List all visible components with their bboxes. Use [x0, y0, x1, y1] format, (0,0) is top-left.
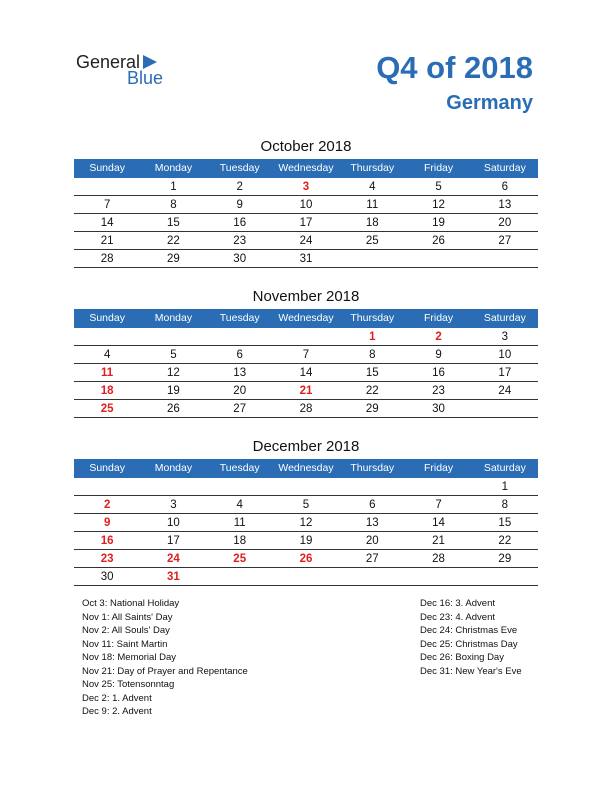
- weekday-header: [74, 159, 538, 178]
- empty-day-cell: [405, 569, 471, 585]
- day-cell: 3: [302, 181, 310, 193]
- empty-day-cell: [273, 569, 339, 585]
- holiday-note: Nov 21: Day of Prayer and Repentance: [82, 665, 248, 677]
- day-cell: 2: [435, 331, 442, 343]
- day-cell: 24: [498, 385, 512, 397]
- week-row: [74, 197, 538, 214]
- holiday-note: Dec 16: 3. Advent: [420, 598, 495, 609]
- day-cell: 19: [299, 535, 313, 547]
- day-cell: 20: [365, 535, 379, 547]
- empty-day-cell: [273, 479, 339, 495]
- weekday-label: Saturday: [483, 162, 526, 174]
- day-cell: 28: [299, 403, 313, 415]
- day-cell: 25: [100, 403, 114, 415]
- day-cell: 14: [299, 367, 313, 379]
- day-cell: 25: [365, 235, 379, 247]
- empty-day-cell: [405, 479, 471, 495]
- day-cell: 20: [498, 217, 512, 229]
- day-cell: 31: [167, 571, 180, 583]
- weekday-label: Friday: [423, 462, 454, 474]
- day-cell: 21: [100, 235, 114, 247]
- week-row: [74, 215, 538, 232]
- day-cell: 13: [498, 199, 512, 211]
- day-cell: 10: [167, 517, 180, 529]
- day-cell: 28: [432, 553, 445, 565]
- holiday-note: Nov 2: All Souls' Day: [82, 625, 170, 636]
- weekday-label: Monday: [154, 162, 193, 174]
- weekday-header: [74, 309, 538, 328]
- week-row: [74, 533, 538, 550]
- logo-flag-icon: [143, 55, 157, 69]
- day-cell: 16: [100, 535, 114, 547]
- day-cell: 12: [167, 367, 180, 379]
- holiday-note: Nov 25: Totensonntag: [82, 679, 175, 690]
- day-cell: 23: [100, 553, 114, 565]
- weekday-label: Tuesday: [219, 312, 260, 324]
- empty-day-cell: [405, 251, 471, 267]
- day-cell: 26: [299, 553, 313, 565]
- day-cell: 1: [501, 481, 509, 493]
- day-cell: 16: [233, 217, 247, 229]
- week-row: [74, 329, 538, 346]
- weekday-label: Sunday: [89, 162, 125, 174]
- day-cell: 17: [299, 217, 313, 229]
- weekday-label: Saturday: [483, 312, 526, 324]
- day-cell: 3: [501, 331, 509, 343]
- day-cell: 27: [233, 403, 247, 415]
- holiday-note: Dec 25: Christmas Day: [420, 638, 518, 650]
- week-row: [74, 251, 538, 268]
- day-cell: 22: [365, 385, 379, 397]
- week-row: [74, 401, 538, 418]
- day-cell: 13: [233, 367, 247, 379]
- weekday-label: Sunday: [89, 462, 125, 474]
- empty-day-cell: [339, 569, 405, 585]
- week-row: [74, 497, 538, 514]
- day-cell: 15: [498, 517, 512, 529]
- day-cell: 7: [435, 499, 442, 511]
- day-cell: 14: [100, 217, 114, 229]
- weekday-header: [74, 459, 538, 478]
- holiday-note: Dec 31: New Year's Eve: [420, 665, 522, 677]
- holiday-note: Dec 23: 4. Advent: [420, 611, 495, 623]
- day-cell: 26: [432, 235, 445, 247]
- day-cell: 30: [432, 403, 445, 415]
- day-cell: 8: [501, 499, 509, 511]
- weekday-label: Friday: [423, 162, 454, 174]
- day-cell: 9: [435, 349, 442, 361]
- empty-day-cell: [74, 179, 140, 195]
- weekday-label: Thursday: [350, 162, 395, 174]
- day-cell: 12: [432, 199, 445, 211]
- empty-day-cell: [207, 329, 273, 345]
- day-cell: 18: [233, 535, 247, 547]
- day-cell: 5: [435, 181, 442, 193]
- weekday-label: Sunday: [89, 312, 125, 324]
- holiday-note: Nov 18: Memorial Day: [82, 652, 176, 663]
- holiday-notes-left: [82, 597, 248, 719]
- day-cell: 10: [498, 349, 512, 361]
- day-cell: 11: [233, 517, 246, 529]
- logo-general-text: General: [76, 52, 141, 72]
- day-cell: 7: [302, 349, 310, 361]
- day-cell: 27: [498, 235, 512, 247]
- holiday-note: Oct 3: National Holiday: [82, 598, 180, 609]
- day-cell: 8: [369, 349, 376, 361]
- day-cell: 18: [100, 385, 114, 397]
- day-cell: 29: [365, 403, 379, 415]
- holiday-note: Dec 9: 2. Advent: [82, 706, 152, 717]
- empty-day-cell: [472, 251, 538, 267]
- day-cell: 3: [170, 499, 177, 511]
- day-cell: 14: [432, 517, 445, 529]
- holiday-note: Dec 26: Boxing Day: [420, 652, 504, 663]
- empty-day-cell: [207, 569, 273, 585]
- day-cell: 1: [369, 331, 376, 343]
- weekday-label: Thursday: [350, 462, 395, 474]
- week-row: [74, 179, 538, 196]
- day-cell: 29: [498, 553, 512, 565]
- empty-day-cell: [74, 479, 140, 495]
- day-cell: 30: [100, 571, 114, 583]
- country-name: Germany: [446, 92, 533, 114]
- week-row: [74, 233, 538, 250]
- day-cell: 7: [103, 199, 111, 211]
- empty-day-cell: [472, 401, 538, 417]
- weekday-label: Thursday: [350, 312, 395, 324]
- page-title: Q4 of 2018: [376, 50, 533, 85]
- day-cell: 2: [103, 499, 111, 511]
- day-cell: 8: [170, 199, 177, 211]
- week-row: [74, 515, 538, 532]
- month-title: December 2018: [252, 438, 360, 455]
- weekday-label: Monday: [154, 312, 193, 324]
- weekday-label: Wednesday: [278, 312, 334, 324]
- day-cell: 24: [167, 553, 180, 565]
- day-cell: 16: [432, 367, 445, 379]
- day-cell: 1: [170, 181, 177, 193]
- month-december: [74, 436, 538, 586]
- day-cell: 21: [299, 385, 313, 397]
- day-cell: 4: [236, 499, 243, 511]
- day-cell: 29: [167, 253, 180, 265]
- day-cell: 21: [432, 535, 445, 547]
- empty-day-cell: [140, 479, 206, 495]
- day-cell: 25: [233, 553, 247, 565]
- month-title: October 2018: [260, 138, 352, 155]
- day-cell: 4: [103, 349, 111, 361]
- day-cell: 22: [498, 535, 512, 547]
- holiday-note: Dec 2: 1. Advent: [82, 692, 152, 704]
- weekday-label: Tuesday: [219, 162, 260, 174]
- holiday-note: Dec 24: Christmas Eve: [420, 625, 518, 636]
- month-title: November 2018: [252, 288, 360, 305]
- day-cell: 31: [299, 253, 313, 265]
- empty-day-cell: [140, 329, 206, 345]
- holiday-note: Nov 11: Saint Martin: [82, 638, 168, 650]
- day-cell: 6: [501, 181, 509, 193]
- month-october: [74, 136, 538, 268]
- day-cell: 9: [236, 199, 243, 211]
- day-cell: 17: [498, 367, 512, 379]
- day-cell: 15: [365, 367, 379, 379]
- day-cell: 5: [302, 499, 310, 511]
- day-cell: 26: [167, 403, 180, 415]
- logo-blue-text: Blue: [127, 68, 164, 88]
- day-cell: 19: [432, 217, 445, 229]
- day-cell: 20: [233, 385, 247, 397]
- day-cell: 5: [170, 349, 177, 361]
- month-november: [74, 286, 538, 418]
- day-cell: 13: [365, 517, 379, 529]
- day-cell: 23: [432, 385, 445, 397]
- holiday-note: Nov 1: All Saints' Day: [82, 611, 173, 623]
- week-row: [74, 569, 538, 586]
- day-cell: 28: [100, 253, 114, 265]
- day-cell: 22: [167, 235, 180, 247]
- weekday-label: Tuesday: [219, 462, 260, 474]
- week-row: [74, 347, 538, 364]
- empty-day-cell: [472, 569, 538, 585]
- weekday-label: Friday: [423, 312, 454, 324]
- weekday-label: Wednesday: [278, 462, 334, 474]
- empty-day-cell: [207, 479, 273, 495]
- day-cell: 27: [365, 553, 379, 565]
- day-cell: 2: [236, 181, 243, 193]
- empty-day-cell: [273, 329, 339, 345]
- week-row: [74, 383, 538, 400]
- day-cell: 18: [365, 217, 379, 229]
- day-cell: 10: [299, 199, 313, 211]
- empty-day-cell: [339, 479, 405, 495]
- day-cell: 30: [233, 253, 247, 265]
- day-cell: 15: [167, 217, 180, 229]
- day-cell: 6: [236, 349, 243, 361]
- day-cell: 11: [366, 199, 379, 211]
- day-cell: 11: [101, 367, 114, 379]
- week-row: [74, 365, 538, 382]
- weekday-label: Saturday: [483, 462, 526, 474]
- day-cell: 23: [233, 235, 247, 247]
- empty-day-cell: [339, 251, 405, 267]
- day-cell: 19: [167, 385, 180, 397]
- day-cell: 24: [299, 235, 313, 247]
- holiday-notes-right: [420, 597, 522, 678]
- week-row: [74, 551, 538, 568]
- logo: [76, 52, 186, 92]
- day-cell: 4: [369, 181, 376, 193]
- empty-day-cell: [74, 329, 140, 345]
- day-cell: 6: [369, 499, 376, 511]
- weekday-label: Wednesday: [278, 162, 334, 174]
- weekday-label: Monday: [154, 462, 193, 474]
- day-cell: 12: [299, 517, 313, 529]
- day-cell: 17: [167, 535, 180, 547]
- day-cell: 9: [103, 517, 111, 529]
- week-row: [74, 479, 538, 496]
